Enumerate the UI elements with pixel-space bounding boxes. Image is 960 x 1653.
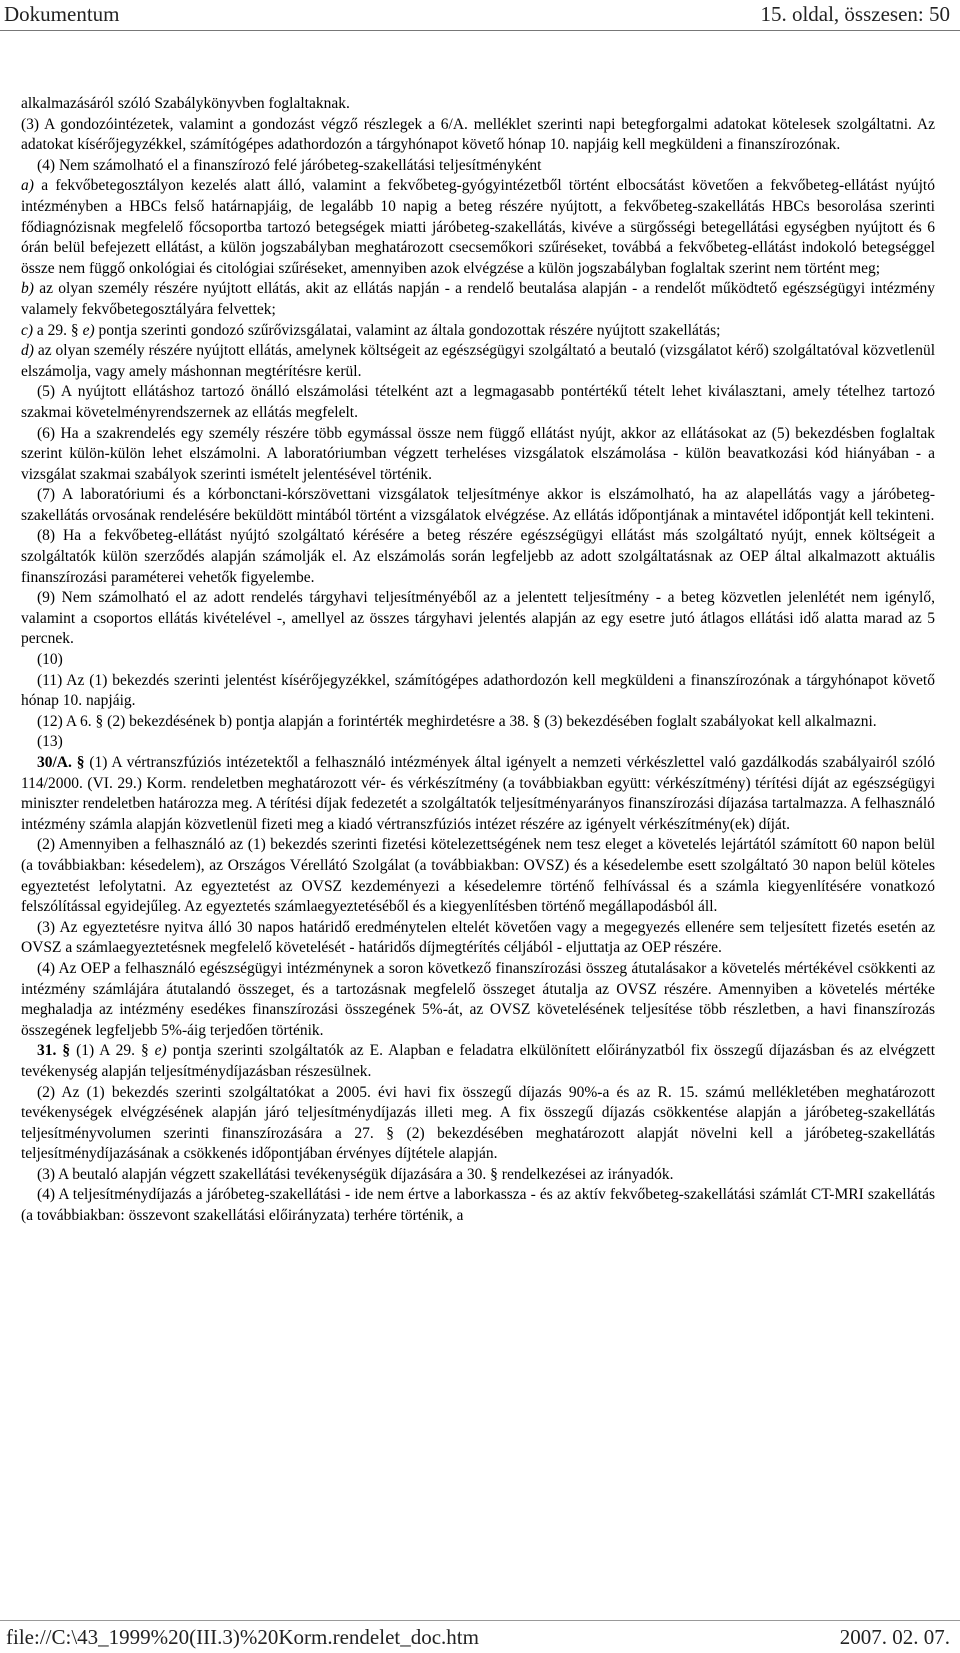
page-number: 15. oldal, összesen: 50: [760, 2, 950, 26]
paragraph: [21, 753, 935, 835]
paragraph: [21, 156, 935, 177]
paragraph-text: az olyan személy részére nyújtott ellátás, amelynek költségeit az egészségügyi szolgáltató a beutaló (vizsgálatot kérő) szolgáltatóval közvetlenül elszámolja, vagy amely máshonnan megtérítésre kerül.: [21, 342, 935, 380]
paragraph: [21, 424, 935, 486]
paragraph-text: pontja szerinti szolgáltatók az E. Alapban e feladatra elkülönített előirányzatból fix összegű díjazásban és az elvégzett tevékenység alapján teljesítménydíjazásban részesülnek.: [21, 1042, 936, 1080]
paragraph: [21, 835, 935, 917]
paragraph-text: (12) A 6. § (2) bekezdésének b) pontja alapján a forintérték meghirdetésre a 38. § (3) bekezdésében foglalt szabályokat kell alkalmazni.: [37, 712, 877, 730]
paragraph-text: pontja szerinti gondozó szűrővizsgálatai, valamint az általa gondozottak részére nyújtott szakellátás;: [94, 321, 721, 339]
paragraph-text: (1) A vértranszfúziós intézetektől a felhasználó intézmények által igényelt a nemzeti vérkészlettel való gazdálkodás szabályairól szóló 114/2000. (VI. 29.) Korm. rendeletben meghatározott vér- és vérkészítmény (a továbbiakban együtt: vérkészítmény) térítési díját az egészségügyi miniszter rendeletben határozza meg. A térítési díjak fedezetét a szolgáltatók teljesítményarányos finanszírozási díjazása tartalmazza. A felhasználó intézmény számla alapján közvetlenül fizeti meg a kiadó vértranszfúziós intézet részére az igényelt vérkészítmény(ek) díját.: [21, 754, 936, 833]
document-title: Dokumentum: [4, 2, 120, 26]
paragraph-text: alkalmazásáról szóló Szabálykönyvben foglaltaknak.: [21, 95, 350, 112]
paragraph: [21, 1185, 935, 1226]
paragraph: [21, 94, 935, 115]
paragraph: [21, 650, 935, 671]
paragraph-text: a 29. §: [33, 321, 83, 339]
paragraph-text: (6) Ha a szakrendelés egy személy részére több egymással össze nem függő ellátást nyújt, akkor az ellátásokat az (5) bekezdésben foglaltak szerint külön-külön lehet elszámolni. A laboratóriumban végzett terheléses vizsgálatok elszámolása - külön beavatkozási kód hiányában - a vizsgálat szakmai szabályok szerinti ismételt jelentésével történik.: [21, 424, 935, 483]
section-number: 30/A. §: [37, 754, 85, 771]
paragraph-text: (11) Az (1) bekezdés szerinti jelentést kísérőjegyzékkel, számítógépes adathordozón kell megküldeni a finanszírozónak a tárgyhónapot követő hónap 10. napjáig.: [21, 671, 935, 710]
section-number: 31. §: [37, 1042, 71, 1060]
paragraph-text: (3) A gondozóintézetek, valamint a gondozást végző részlegek a 6/A. melléklet szerinti napi betegforgalmi adatokat kötelesek szolgáltatni. Az adatokat kísérőjegyzékkel, számítógépes adathordozón a tárgyhónapot követő hónap 10. napjáig kell megküldeni a finanszírozónak.: [21, 115, 935, 154]
paragraph-text: (5) A nyújtott ellátáshoz tartozó önálló elszámolási tételként azt a legmagasabb pontértékű tételt lehet kiválasztani, amely tételhez tartozó szakmai követelményrendszernek az ellátás megfelelt.: [21, 383, 935, 421]
point-label: b): [21, 280, 34, 298]
file-path: file://C:\43_1999%20(III.3)%20Korm.rendelet_doc.htm: [6, 1625, 479, 1649]
paragraph-text: (1) A 29. §: [70, 1042, 155, 1060]
document-body: [21, 94, 935, 1227]
paragraph: [21, 176, 935, 279]
paragraph-text: (8) Ha a fekvőbeteg-ellátást nyújtó szolgáltató kérésére a beteg részére egészségügyi ellátást más szolgáltató nyújt, ennek költségeit a szolgáltatók külön szerződés alapján számolják el. Az elszámolás során legfeljebb az adott szolgáltatásnak az OEP által alkalmazott aktuális finanszírozási paraméterei vehetők figyelembe.: [21, 527, 935, 586]
point-label: a): [21, 177, 34, 195]
paragraph-text: (7) A laboratóriumi és a kórbonctani-kórszövettani vizsgálatok teljesítménye akkor is elszámolható, ha az alapellátás vagy a járóbeteg-szakellátás orvosának rendelésére beküldött mintából történt a vizsgálatok elvégzése. Az ellátás időpontjának a mintavétel időpontját kell tekinteni.: [21, 486, 935, 524]
paragraph: [21, 1165, 935, 1186]
point-label: d): [21, 342, 34, 360]
paragraph-text: (9) Nem számolható el az adott rendelés tárgyhavi teljesítményéből az a jelentett teljesítmény - a beteg közvetlen jelenlétét nem igénylő, valamint a csoportos ellátás kivételével -, amellyel az összes tárgyhavi jelentés alapján az egy esetre jutó átlagos ellátási idő alatta marad az 5 percnek.: [21, 589, 935, 648]
paragraph: [21, 1083, 935, 1165]
paragraph-text: az olyan személy részére nyújtott ellátás, akit az ellátás napján - a rendelő beutalása alapján - a rendelőt működtető egészségügyi intézmény valamely fekvőbetegosztályára felvettek;: [21, 280, 935, 318]
paragraph-text: (2) Amennyiben a felhasználó az (1) bekezdés szerinti fizetési kötelezettségének nem tesz eleget a követelés lejártától számított 60 napon belül (a továbbiakban: késedelem), az Országos Vérellátó Szolgálat (a továbbiakban: OVSZ) és a késedelembe esett szolgáltató 30 napon belül köteles egyeztetést lefolytatni. Az egyeztetést az OVSZ kezdeményezi a késedelemre történő felhívással és a számla kiegyenlítésére vonatkozó felszólítással egyidejűleg. Az egyeztetés számlaegyeztetéséből és a kiegyenlítésben történő megállapodásból áll.: [21, 836, 935, 916]
paragraph-text: (4) A teljesítménydíjazás a járóbeteg-szakellátási - ide nem értve a laborkassza - és az aktív fekvőbeteg-szakellátási számlát CT-MRI szakellátás (a továbbiakban: összevont szakellátási előirányzata) terhére történik, a: [21, 1186, 935, 1225]
point-label: e): [154, 1042, 167, 1060]
page-header: [0, 0, 960, 31]
paragraph: [21, 341, 935, 382]
paragraph-text: (2) Az (1) bekezdés szerinti szolgáltatókat a 2005. évi havi fix összegű díjazás 90%-a és az R. 15. számú mellékletében meghatározott tevékenységek elvégzésének alapján járó teljesítménydíjazás illeti meg. A fix összegű díjazás csökkentése alapján a járóbeteg-szakellátás teljesítményvolumen szerinti finanszírozására a 27. § (2) bekezdésében meghatározott alapját növelni kell a járóbeteg-szakellátás teljesítménydíjazásának a csökkenés időpontjában érvényes díjtétele alapján.: [21, 1083, 935, 1163]
paragraph: [21, 382, 935, 423]
paragraph: [21, 959, 935, 1041]
paragraph: [21, 712, 935, 733]
paragraph-text: (13): [37, 733, 63, 751]
page-footer: [0, 1620, 960, 1653]
paragraph-text: (3) Az egyeztetésre nyitva álló 30 napos határidő eredménytelen eltelét követően vagy a megegyezés ellenére sem teljesített fizetés esetén az OVSZ a számlaegyeztetésnek megfelelő követelését - határidős díjmegtérítés céljából - eljuttatja az OEP részére.: [21, 918, 935, 957]
point-label: e): [82, 321, 95, 339]
paragraph: [21, 115, 935, 156]
paragraph: [21, 732, 935, 753]
paragraph-text: (4) Nem számolható el a finanszírozó felé járóbeteg-szakellátási teljesítményként: [37, 156, 542, 174]
paragraph: [21, 485, 935, 526]
paragraph: [21, 588, 935, 650]
paragraph: [21, 279, 935, 320]
paragraph: [21, 671, 935, 712]
paragraph-text: (3) A beutaló alapján végzett szakellátási tevékenységük díjazására a 30. § rendelkezései az irányadók.: [37, 1165, 674, 1183]
paragraph-text: (4) Az OEP a felhasználó egészségügyi intézménynek a soron következő finanszírozási összeg átutalásakor a követelés mértékével csökkenti az intézmény számlájára átutalandó összeget, és a tartozásnak megfelelő összeget átutalja az OVSZ részére. Amennyiben a követelés mértéke meghaladja az intézmény esedékes finanszírozási összegének 5%-át, az OVSZ követelésének teljesítése több részletben, a havi finanszírozás összegének legfeljebb 5%-áig terjedően történik.: [21, 959, 935, 1039]
paragraph: [21, 1041, 935, 1082]
paragraph: [21, 321, 935, 342]
point-label: c): [21, 321, 34, 339]
paragraph: [21, 918, 935, 959]
paragraph-text: a fekvőbetegosztályon kezelés alatt álló, valamint a fekvőbeteg-gyógyintézetből történt elbocsátást követően a fekvőbeteg-ellátást nyújtó intézményben a HBCs felső határnapjáig, de legalább 10 napig a beteg részére nyújtott, a fekvőbeteg-szakellátás HBCs besorolása szerinti fődiagnózisnak megfelelő főcsoportba tartozó betegségek miatti járóbeteg-szakellátás, kivéve a sürgősségi betegellátási egységben nyújtott és 6 órán belül befejezett ellátást, a külön jogszabályban meghatározott csecsemőkori szűréseket, továbbá a fekvőbeteg-ellátást indokoló betegséggel össze nem függő onkológiai és citológiai szűréseket, amennyiben azok elvégzése a külön jogszabályban foglaltak szerint nem történt meg;: [21, 177, 935, 277]
paragraph: [21, 526, 935, 588]
print-date: 2007. 02. 07.: [839, 1625, 950, 1649]
paragraph-text: (10): [37, 651, 63, 669]
